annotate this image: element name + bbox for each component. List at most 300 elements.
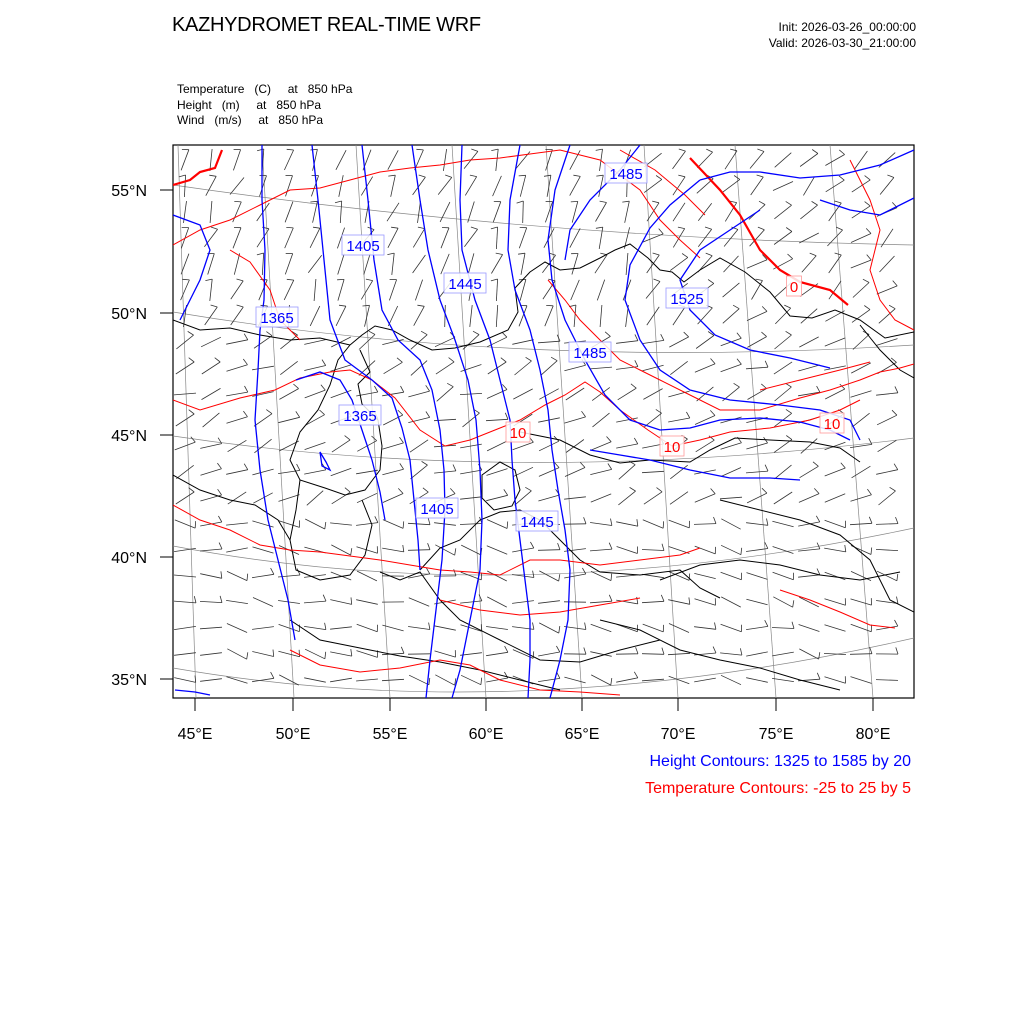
wind-barb-feather <box>471 149 478 151</box>
height-contour-south <box>590 450 800 480</box>
wind-barb-staff <box>310 228 320 248</box>
wind-barb-staff <box>445 305 446 327</box>
wind-barb-feather <box>218 516 221 522</box>
wind-barb-feather <box>706 253 713 256</box>
wind-barb-staff <box>644 492 662 504</box>
wind-barb-staff <box>460 524 482 525</box>
wind-barb-staff <box>564 497 586 499</box>
wind-barb-staff <box>226 523 248 525</box>
wind-barb-feather <box>733 305 739 309</box>
wind-barb-staff <box>721 597 741 607</box>
wind-barb-feather <box>257 149 264 151</box>
wind-barb-staff <box>670 492 688 505</box>
wind-barb-feather <box>708 280 714 284</box>
wind-barb-staff <box>591 494 611 502</box>
wind-barb-staff <box>460 497 482 499</box>
wind-barb-staff <box>879 491 896 505</box>
wind-barb-feather <box>491 279 498 281</box>
wind-barb-staff <box>181 280 190 300</box>
wind-barb-staff <box>590 549 612 551</box>
wind-barb-staff <box>304 366 325 371</box>
wind-barb-feather <box>325 522 326 529</box>
wind-barb-staff <box>590 523 612 526</box>
wind-barb-staff <box>201 469 222 476</box>
wind-barb-staff <box>827 230 842 246</box>
wind-barb-feather <box>211 227 218 229</box>
wind-barb-feather <box>517 201 524 203</box>
wind-barb-staff <box>538 495 559 501</box>
wind-barb-feather <box>470 175 477 177</box>
wind-barb-staff <box>330 652 352 656</box>
wind-barb-feather <box>297 464 300 470</box>
wind-barb-staff <box>798 522 820 526</box>
wind-barb-feather <box>366 279 373 281</box>
wind-barb-feather <box>596 175 603 176</box>
wind-barb-staff <box>496 305 497 327</box>
wind-barb-feather <box>447 383 453 386</box>
wind-barb-feather <box>896 647 898 654</box>
wind-barb-feather <box>585 623 586 630</box>
wind-barb-staff <box>336 306 346 326</box>
wind-barb-staff <box>226 548 248 552</box>
wind-barb-staff <box>513 389 532 399</box>
wind-barb-staff <box>616 341 638 344</box>
wind-barb-staff <box>572 254 578 275</box>
wind-barb-staff <box>599 175 604 197</box>
wind-barb-staff <box>413 229 424 248</box>
wind-barb-feather <box>403 521 404 528</box>
wind-barb-feather <box>705 227 712 229</box>
wind-barb-feather <box>445 175 452 177</box>
wind-barb-feather <box>400 463 404 469</box>
wind-barb-staff <box>746 523 768 526</box>
wind-barb-staff <box>775 465 792 479</box>
wind-barb-feather <box>221 571 222 578</box>
variable-temperature: Temperature (C) at 850 hPa <box>177 82 353 96</box>
wind-barb-staff <box>852 466 871 478</box>
wind-barb-staff <box>391 175 396 197</box>
wind-barb-feather <box>845 545 846 552</box>
wind-barb-feather <box>634 438 638 444</box>
wind-barb-feather <box>786 228 792 232</box>
border-afghanistan <box>600 620 840 690</box>
wind-barb-staff <box>330 600 351 605</box>
wind-barb-feather <box>573 175 580 176</box>
wind-barb-staff <box>340 201 341 223</box>
border-turkmenistan <box>380 572 660 662</box>
wind-barb-staff <box>486 627 508 630</box>
wind-barb-staff <box>538 550 560 551</box>
wind-barb-staff <box>383 494 403 503</box>
wind-barb-staff <box>747 260 767 269</box>
wind-barb-staff <box>673 203 685 221</box>
wind-barb-staff <box>356 600 378 605</box>
wind-barb-staff <box>253 547 274 553</box>
wind-barb-feather <box>656 409 662 413</box>
wind-barb-staff <box>278 417 299 422</box>
wind-barb-feather <box>450 488 455 493</box>
wind-barb-feather <box>273 650 274 657</box>
wind-barb-feather <box>266 410 272 414</box>
wind-barb-staff <box>200 653 222 656</box>
wind-barb-staff <box>388 150 398 169</box>
wind-barb-feather <box>266 332 272 336</box>
wind-barb-feather <box>757 149 764 152</box>
wind-barb-staff <box>799 649 818 659</box>
wind-barb-feather <box>819 652 820 659</box>
wind-barb-feather <box>257 253 264 255</box>
wind-barb-staff <box>356 679 378 681</box>
wind-barb-staff <box>538 341 560 343</box>
wind-barb-feather <box>596 227 603 228</box>
wind-barb-staff <box>673 151 686 169</box>
wind-barb-staff <box>434 471 456 473</box>
wind-barb-feather <box>502 384 507 389</box>
wind-barb-feather <box>600 201 607 202</box>
wind-barb-staff <box>694 524 716 525</box>
wind-barb-feather <box>761 332 766 337</box>
wind-barb-feather <box>661 334 664 340</box>
wind-barb-feather <box>398 410 403 415</box>
wind-barb-feather <box>243 359 247 365</box>
wind-barb-staff <box>591 442 611 450</box>
wind-barb-feather <box>419 175 426 177</box>
lon-label-60: 60°E <box>468 726 504 743</box>
wind-barb-staff <box>618 491 635 505</box>
wind-barb-feather <box>737 359 741 365</box>
wind-barb-staff <box>773 547 794 554</box>
wind-barb-feather <box>866 228 871 233</box>
wind-barb-staff <box>564 574 586 578</box>
wind-barb-feather <box>261 305 268 306</box>
wind-barb-staff <box>825 155 844 166</box>
wind-barb-staff <box>721 468 741 477</box>
wind-barb-staff <box>305 519 325 529</box>
wind-barb-staff <box>409 675 429 685</box>
wind-barb-feather <box>895 386 898 392</box>
wind-barb-staff <box>252 627 274 630</box>
wind-barb-staff <box>520 279 526 300</box>
wind-barb-staff <box>330 678 352 682</box>
wind-barb-feather <box>559 626 560 633</box>
wind-barb-staff <box>564 365 585 371</box>
temperature-label: 10 <box>663 439 681 456</box>
wind-barb-staff <box>879 309 895 324</box>
wind-barb-staff <box>721 624 742 631</box>
wind-barb-staff <box>200 601 222 602</box>
wind-barb-feather <box>471 227 478 229</box>
wind-barb-staff <box>260 176 267 197</box>
wind-barb-feather <box>786 331 792 335</box>
wind-barb-staff <box>772 652 794 656</box>
wind-barb-staff <box>616 678 638 682</box>
wind-barb-staff <box>642 601 664 602</box>
wind-barb-staff <box>668 653 690 654</box>
wind-barb-staff <box>876 470 898 475</box>
wind-barb-staff <box>487 597 507 607</box>
wind-barb-staff <box>174 393 196 395</box>
wind-barb-feather <box>296 411 300 417</box>
wind-barb-feather <box>209 175 216 176</box>
wind-barb-feather <box>765 620 768 626</box>
lon-label-65: 65°E <box>564 726 600 743</box>
wind-barb-staff <box>774 492 792 504</box>
wind-barb-staff <box>523 201 524 223</box>
wind-barb-staff <box>723 309 739 324</box>
wind-barb-staff <box>487 520 507 529</box>
wind-barb-feather <box>896 517 899 524</box>
wind-barb-feather <box>321 385 325 390</box>
wind-barb-staff <box>262 253 263 275</box>
wind-barb-staff <box>304 340 325 345</box>
wind-barb-feather <box>422 461 428 465</box>
wind-barb-feather <box>293 384 298 389</box>
wind-barb-feather <box>741 548 742 555</box>
wind-barb-staff <box>720 653 742 655</box>
wind-barb-feather <box>345 436 351 440</box>
wind-barb-feather <box>449 358 455 362</box>
wind-barb-staff <box>361 281 372 300</box>
wind-barb-staff <box>851 391 872 398</box>
wind-barb-staff <box>202 388 221 399</box>
wind-barb-staff <box>751 177 764 195</box>
wind-barb-feather <box>609 543 612 549</box>
wind-barb-staff <box>877 286 897 294</box>
wind-barb-staff <box>643 624 664 632</box>
wind-barb-staff <box>668 391 689 397</box>
wind-barb-staff <box>825 625 846 632</box>
wind-barb-staff <box>670 257 688 270</box>
wind-barb-feather <box>219 543 222 549</box>
wind-barb-staff <box>825 494 845 502</box>
contour-labels <box>256 163 844 531</box>
wind-barb-staff <box>392 253 394 275</box>
wind-barb-staff <box>773 182 793 191</box>
wind-barb-staff <box>721 572 742 579</box>
wind-barb-staff <box>520 175 525 196</box>
wind-barb-staff <box>285 202 293 223</box>
height-label: 1365 <box>260 310 294 327</box>
wind-barb-feather <box>491 149 498 151</box>
wind-barb-staff <box>279 389 298 400</box>
wind-barb-staff <box>231 281 243 299</box>
wind-barb-feather <box>526 357 532 361</box>
wind-barb-staff <box>357 651 378 658</box>
wind-barb-staff <box>747 573 768 580</box>
wind-barb-staff <box>181 150 189 171</box>
graticule-lat-40 <box>173 528 914 575</box>
wind-barb-staff <box>284 150 293 170</box>
wind-barb-staff <box>825 520 846 527</box>
wind-barb-staff <box>694 573 715 578</box>
wind-barb-staff <box>512 601 534 604</box>
wind-barb-staff <box>413 255 426 273</box>
wind-barb-staff <box>204 229 217 247</box>
height-contour-1365a <box>255 145 295 640</box>
wind-barb-staff <box>694 678 716 682</box>
wind-barb-staff <box>570 176 581 195</box>
wind-barb-staff <box>332 440 350 452</box>
wind-barb-feather <box>518 253 525 254</box>
lon-label-70: 70°E <box>660 726 696 743</box>
wind-barb-feather <box>217 463 221 469</box>
wind-barb-feather <box>369 331 375 334</box>
wind-barb-staff <box>721 675 741 684</box>
wind-barb-feather <box>689 574 690 581</box>
wind-barb-staff <box>408 627 430 630</box>
wind-barb-staff <box>616 522 638 526</box>
graticule-lat-35 <box>173 638 914 692</box>
wind-barb-feather <box>351 597 352 604</box>
wind-barb-feather <box>505 413 508 420</box>
wind-barb-feather <box>814 488 819 493</box>
wind-barb-staff <box>539 623 559 633</box>
wind-barb-staff <box>851 599 872 605</box>
wind-barb-feather <box>544 175 551 176</box>
wind-barb-staff <box>388 306 397 326</box>
wind-barb-staff <box>305 390 326 398</box>
wind-barb-staff <box>465 177 476 196</box>
wind-barb-feather <box>556 646 559 652</box>
wind-barb-feather <box>714 517 717 524</box>
wind-barb-staff <box>434 626 456 630</box>
wind-barb-staff <box>252 366 274 370</box>
border-kazakhstan-west <box>350 288 518 350</box>
wind-barb-staff <box>746 471 768 473</box>
wind-barb-feather <box>689 597 690 604</box>
wind-barb-staff <box>721 519 740 529</box>
wind-barb-staff <box>205 307 218 325</box>
wind-barb-feather <box>653 253 660 255</box>
lat-label-40: 40°N <box>111 550 147 567</box>
wind-barb-feather <box>194 596 196 603</box>
wind-barb-staff <box>800 205 817 219</box>
wind-barb-feather <box>835 201 842 203</box>
wind-barb-staff <box>799 337 818 347</box>
wind-barb-staff <box>174 653 196 656</box>
wind-barb-feather <box>398 488 403 493</box>
wind-barb-feather <box>788 254 793 259</box>
wind-barb-feather <box>530 542 533 548</box>
wind-barb-staff <box>338 279 344 300</box>
wind-barb-feather <box>793 600 794 607</box>
wind-barb-staff <box>619 465 635 480</box>
wind-barb-feather <box>479 595 482 601</box>
wind-barb-staff <box>850 654 872 655</box>
wind-barb-staff <box>643 520 663 528</box>
wind-barb-staff <box>491 255 502 274</box>
wind-barb-feather <box>244 334 248 340</box>
wind-barb-staff <box>617 547 638 554</box>
wind-barb-feather <box>786 409 792 413</box>
wind-barb-feather <box>661 595 664 601</box>
wind-barb-staff <box>253 598 273 607</box>
wind-barb-staff <box>564 627 586 630</box>
wind-barb-staff <box>408 574 430 578</box>
wind-barb-feather <box>817 673 820 679</box>
wind-barb-feather <box>867 489 871 495</box>
wind-barb-staff <box>200 627 222 629</box>
wind-barb-staff <box>493 176 502 196</box>
wind-barb-staff <box>384 362 403 373</box>
wind-barb-feather <box>559 574 560 581</box>
wind-barb-feather <box>244 464 248 470</box>
wind-barb-staff <box>174 678 195 683</box>
wind-barb-staff <box>515 361 532 375</box>
wind-barb-feather <box>767 519 768 526</box>
wind-barb-feather <box>205 279 212 281</box>
wind-barb-feather <box>765 361 768 367</box>
wind-barb-feather <box>611 678 612 685</box>
wind-barb-staff <box>596 203 607 222</box>
lon-label-55: 55°E <box>372 726 408 743</box>
wind-barb-staff <box>644 413 661 427</box>
wind-barb-feather <box>286 227 293 228</box>
wind-barb-staff <box>285 254 292 275</box>
wind-barb-feather <box>734 383 740 387</box>
wind-barb-staff <box>746 599 767 605</box>
wind-barb-staff <box>876 680 898 681</box>
lon-label-45: 45°E <box>177 726 213 743</box>
wind-barb-feather <box>678 175 685 177</box>
wind-barb-staff <box>851 677 872 684</box>
wind-barb-feather <box>351 649 352 656</box>
wind-barb-staff <box>463 335 479 350</box>
wind-barb-staff <box>880 256 895 272</box>
wind-barb-staff <box>252 574 274 577</box>
wind-barb-feather <box>894 464 898 470</box>
wind-barb-staff <box>801 439 817 454</box>
wind-barb-staff <box>747 337 766 348</box>
wind-barb-feather <box>455 548 456 555</box>
wind-barb-feather <box>816 516 820 522</box>
wind-barb-staff <box>775 153 792 168</box>
wind-barb-staff <box>486 652 508 655</box>
wind-barb-feather <box>584 517 586 524</box>
wind-barb-staff <box>591 675 611 685</box>
wind-barb-feather <box>287 149 294 150</box>
wind-barb-staff <box>304 601 326 603</box>
wind-barb-feather <box>584 648 586 655</box>
wind-barb-staff <box>642 340 664 343</box>
wind-barb-staff <box>600 305 602 327</box>
wind-barb-feather <box>611 519 612 526</box>
wind-barb-staff <box>233 228 241 249</box>
wind-barb-feather <box>759 201 765 204</box>
wind-barb-staff <box>746 367 768 369</box>
wind-barb-feather <box>323 595 326 601</box>
wind-barb-staff <box>310 306 320 326</box>
wind-barb-feather <box>756 279 763 280</box>
wind-barb-feather <box>533 623 534 630</box>
wind-barb-staff <box>434 523 456 526</box>
wind-barb-staff <box>825 338 845 346</box>
wind-barb-staff <box>174 548 196 551</box>
wind-barb-feather <box>374 386 377 392</box>
height-contour-cas <box>320 452 330 470</box>
variable-wind: Wind (m/s) at 850 hPa <box>177 113 324 127</box>
wind-barb-feather <box>507 522 508 529</box>
wind-barb-staff <box>226 340 248 344</box>
wind-barb-staff <box>590 469 611 474</box>
wind-barb-staff <box>278 651 299 657</box>
wind-barb-feather <box>786 201 792 205</box>
wind-barb-feather <box>836 227 842 230</box>
lon-label-75: 75°E <box>758 726 794 743</box>
wind-barb-feather <box>730 149 737 151</box>
wind-barb-staff <box>436 362 454 374</box>
wind-barb-staff <box>538 601 560 604</box>
